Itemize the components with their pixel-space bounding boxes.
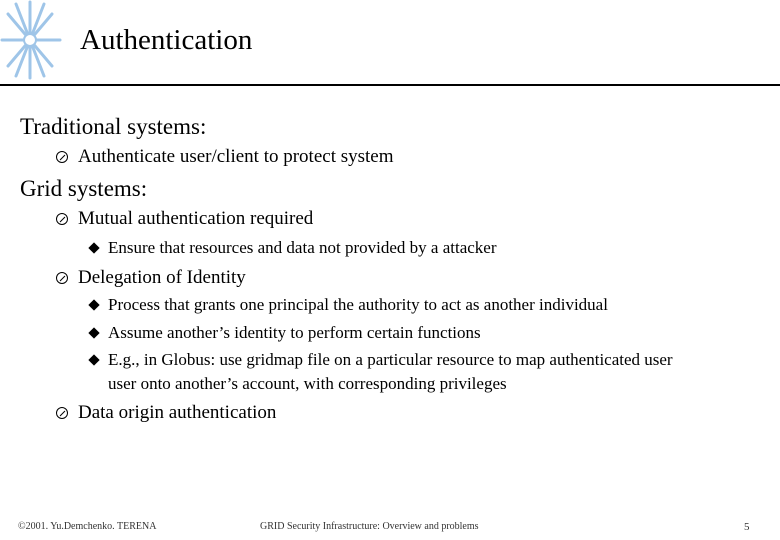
diamond-bullet-icon (88, 354, 99, 365)
subbullet-globus-example-cont: user onto another’s account, with corresponding privileges (108, 374, 507, 393)
starburst-logo-icon (0, 0, 64, 80)
title-divider (0, 84, 780, 86)
section-heading-traditional: Traditional systems: (20, 114, 207, 139)
section-heading-grid: Grid systems: (20, 176, 148, 201)
bullet-mutual-auth: Mutual authentication required (78, 208, 314, 229)
subbullet-globus-example: E.g., in Globus: use gridmap file on a particular resource to map authenticated user (108, 350, 673, 369)
bullet-data-origin: Data origin authentication (78, 402, 277, 423)
page-number: 5 (744, 521, 750, 533)
footer-title: GRID Security Infrastructure: Overview and problems (260, 521, 479, 532)
footer-copyright: ©2001. Yu.Demchenko. TERENA (18, 521, 157, 532)
diamond-bullet-icon (88, 327, 99, 338)
bullet-authenticate-user: Authenticate user/client to protect system (78, 146, 394, 167)
subbullet-ensure-resources: Ensure that resources and data not provided by a attacker (108, 238, 497, 257)
circle-bullet-icon (56, 151, 68, 163)
diamond-bullet-icon (88, 242, 99, 253)
circle-bullet-icon (56, 213, 68, 225)
diamond-bullet-icon (88, 299, 99, 310)
slide-title: Authentication (80, 24, 253, 56)
bullet-delegation: Delegation of Identity (78, 267, 246, 288)
subbullet-assume-identity: Assume another’s identity to perform certain functions (108, 323, 481, 342)
circle-bullet-icon (56, 272, 68, 284)
subbullet-process-grants: Process that grants one principal the authority to act as another individual (108, 295, 608, 314)
circle-bullet-icon (56, 407, 68, 419)
